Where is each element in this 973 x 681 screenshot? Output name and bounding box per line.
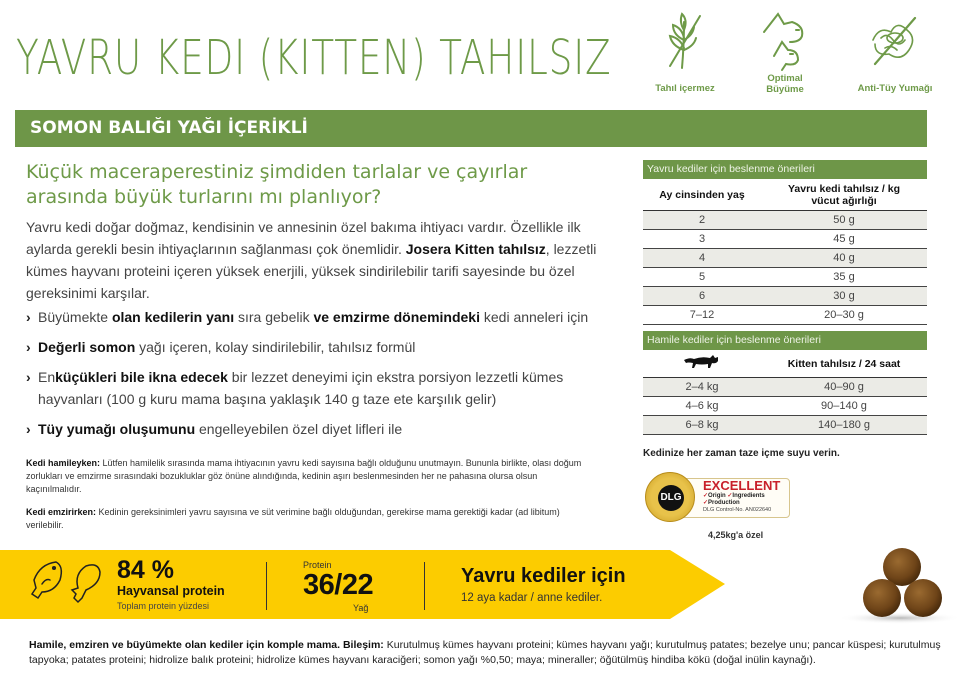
fish-and-poultry-icon bbox=[28, 558, 108, 610]
dlg-control-number: DLG Control-No. AN022640 bbox=[703, 507, 772, 513]
no-hairball-icon bbox=[865, 10, 925, 70]
dlg-award-badge bbox=[645, 472, 790, 522]
table-row: 4–6 kg 90–140 g bbox=[643, 397, 927, 416]
table-body bbox=[643, 378, 927, 435]
feature-label-line1: Optimal bbox=[767, 73, 803, 84]
feature-label: Anti-Tüy Yumağı bbox=[857, 83, 933, 94]
feature-label-line2: Büyüme bbox=[766, 83, 804, 95]
table-title: Yavru kediler için beslenme önerileri bbox=[643, 160, 927, 179]
composition-text bbox=[29, 638, 959, 668]
feature-grain-free bbox=[640, 10, 730, 95]
pregnant-feeding-table bbox=[643, 331, 927, 435]
cat-growth-icon bbox=[760, 10, 810, 72]
chevron-right-icon: › bbox=[26, 421, 31, 437]
protein-label: Protein bbox=[303, 560, 332, 570]
dlg-rating: EXCELLENT bbox=[703, 478, 781, 493]
intro-text: , lezzetli kümes hayvanı proteini içeren yüksek enerjili, yüksek sindirilebilir tarifi sayesinde bu özel gereksinimi karşılar. bbox=[26, 241, 597, 301]
target-audience-title: Yavru kediler için bbox=[461, 565, 626, 587]
target-audience-sub: 12 aya kadar / anne kediler. bbox=[461, 592, 603, 604]
table-row: 7–12 20–30 g bbox=[643, 306, 927, 325]
dlg-seal-icon: DLG bbox=[645, 472, 695, 522]
page-title: YAVRU KEDI (KITTEN) TAHILSIZ bbox=[16, 30, 612, 86]
list-item: › Büyümekte olan kedilerin yanı sıra gebelik ve emzirme dönemindeki kedi anneleri için bbox=[26, 306, 616, 328]
note-pregnant: Kedi hamileyken: Lütfen hamilelik sırasında mama ihtiyacının yavru kedi sayısına bağlı olduğunu unutmayın. Bununla birlikte, olası doğum zorlukları ve emzirme sırasındaki bozukluklar göz önüne alındığında, kedinin aşırı beslenmesinden her ne pahasına olursa olsun kaçınılmalıdır. bbox=[26, 458, 582, 494]
chevron-right-icon: › bbox=[26, 309, 31, 325]
kibble-image bbox=[830, 530, 970, 630]
intro-text: Yavru kedi doğar doğmaz, kendisinin ve annesinin özel bakıma ihtiyacı vardır. Özellikle ilk aylarda gerekli besin ihtiyaçlarının sağlanması çok önemlidir. bbox=[26, 219, 581, 257]
headline: Küçük maceraperestiniz şimdiden tarlalar ve çayırlar arasında büyük turlarını mı planlıyor? bbox=[26, 161, 528, 208]
column-header: Ay cinsinden yaş bbox=[659, 188, 745, 201]
dlg-checks: ✓Origin ✓Ingredients ✓Production bbox=[703, 493, 765, 506]
column-header bbox=[643, 354, 761, 373]
table-title: Hamile kediler için beslenme önerileri bbox=[643, 331, 927, 350]
feature-anti-hairball bbox=[850, 10, 940, 95]
water-note: Kedinize her zaman taze içme suyu verin. bbox=[643, 448, 840, 459]
animal-protein-label: Hayvansal protein bbox=[117, 584, 225, 598]
feature-optimal-growth bbox=[740, 10, 830, 96]
benefit-list bbox=[26, 306, 616, 448]
table-row: 5 35 g bbox=[643, 268, 927, 287]
table-row: 4 40 g bbox=[643, 249, 927, 268]
composition-ingredients: Kurutulmuş kümes hayvanı proteini; kümes hayvanı yağı; kurutulmuş patates; bezelye unu; pancar küspesi; kurutulmuş tapyoka; patates proteini; hidrolize balık proteini; hidrolize kümes hayvanı karaciğeri; somon yağı %0,50; maya; mineraller; öğütülmüş hindiba kökü (doğal inülin kaynağı). bbox=[29, 639, 941, 666]
column-header: Kitten tahılsız / 24 saat bbox=[787, 357, 901, 370]
check-icon: ✓ bbox=[703, 493, 709, 499]
table-header bbox=[643, 179, 927, 211]
intro-paragraph bbox=[26, 216, 606, 304]
list-item: › Enküçükleri bile ikna edecek bir lezzet deneyimi için ekstra porsiyon lezzetli kümes hayvanları (100 g kuru mama başına yaklaşık 140 g taze ete karşılık gelir) bbox=[26, 366, 591, 410]
table-row: 6 30 g bbox=[643, 287, 927, 306]
animal-protein-sub: Toplam protein yüzdesi bbox=[117, 601, 210, 611]
table-header bbox=[643, 350, 927, 378]
animal-protein-percent: 84 % bbox=[117, 556, 174, 584]
list-item: › Değerli somon yağı içeren, kolay sindirilebilir, tahılsız formül bbox=[26, 336, 616, 358]
protein-fat-value: 36/22 bbox=[303, 569, 374, 601]
column-header: Yavru kedi tahılsız / kg vücut ağırlığı bbox=[787, 182, 901, 207]
divider bbox=[424, 562, 425, 610]
check-icon: ✓ bbox=[727, 493, 733, 499]
chevron-right-icon: › bbox=[26, 339, 31, 355]
chevron-right-icon: › bbox=[26, 369, 31, 385]
check-icon: ✓ bbox=[703, 500, 709, 506]
intro-brand: Josera Kitten tahılsız bbox=[405, 241, 546, 257]
composition-label: Hamile, emziren ve büyümekte olan kediler için komple mama. Bileşim: bbox=[29, 639, 384, 651]
table-row: 6–8 kg 140–180 g bbox=[643, 416, 927, 435]
kitten-feeding-table bbox=[643, 160, 927, 325]
divider bbox=[266, 562, 267, 610]
list-item: › Tüy yumağı oluşumunu engelleyebilen özel diyet lifleri ile bbox=[26, 418, 616, 440]
feeding-notes bbox=[26, 457, 586, 542]
table-row: 2 50 g bbox=[643, 211, 927, 230]
table-row: 2–4 kg 40–90 g bbox=[643, 378, 927, 397]
no-grain-icon bbox=[660, 10, 710, 70]
table-body bbox=[643, 211, 927, 325]
note-nursing: Kedi emzirirken: Kedinin gereksinimleri yavru sayısına ve süt verimine bağlı olduğundan, gerekirse mama gerektiği kadar (ad libitum) verilebilir. bbox=[26, 507, 560, 530]
table-row: 3 45 g bbox=[643, 230, 927, 249]
feature-icons bbox=[640, 10, 940, 100]
fat-label: Yağ bbox=[353, 603, 369, 613]
dlg-note: 4,25kg'a özel bbox=[708, 530, 764, 540]
cat-silhouette-icon bbox=[682, 354, 722, 370]
feature-label: Tahıl içermez bbox=[655, 83, 715, 94]
subtitle-bar: SOMON BALIĞI YAĞI İÇERİKLİ bbox=[15, 110, 927, 147]
